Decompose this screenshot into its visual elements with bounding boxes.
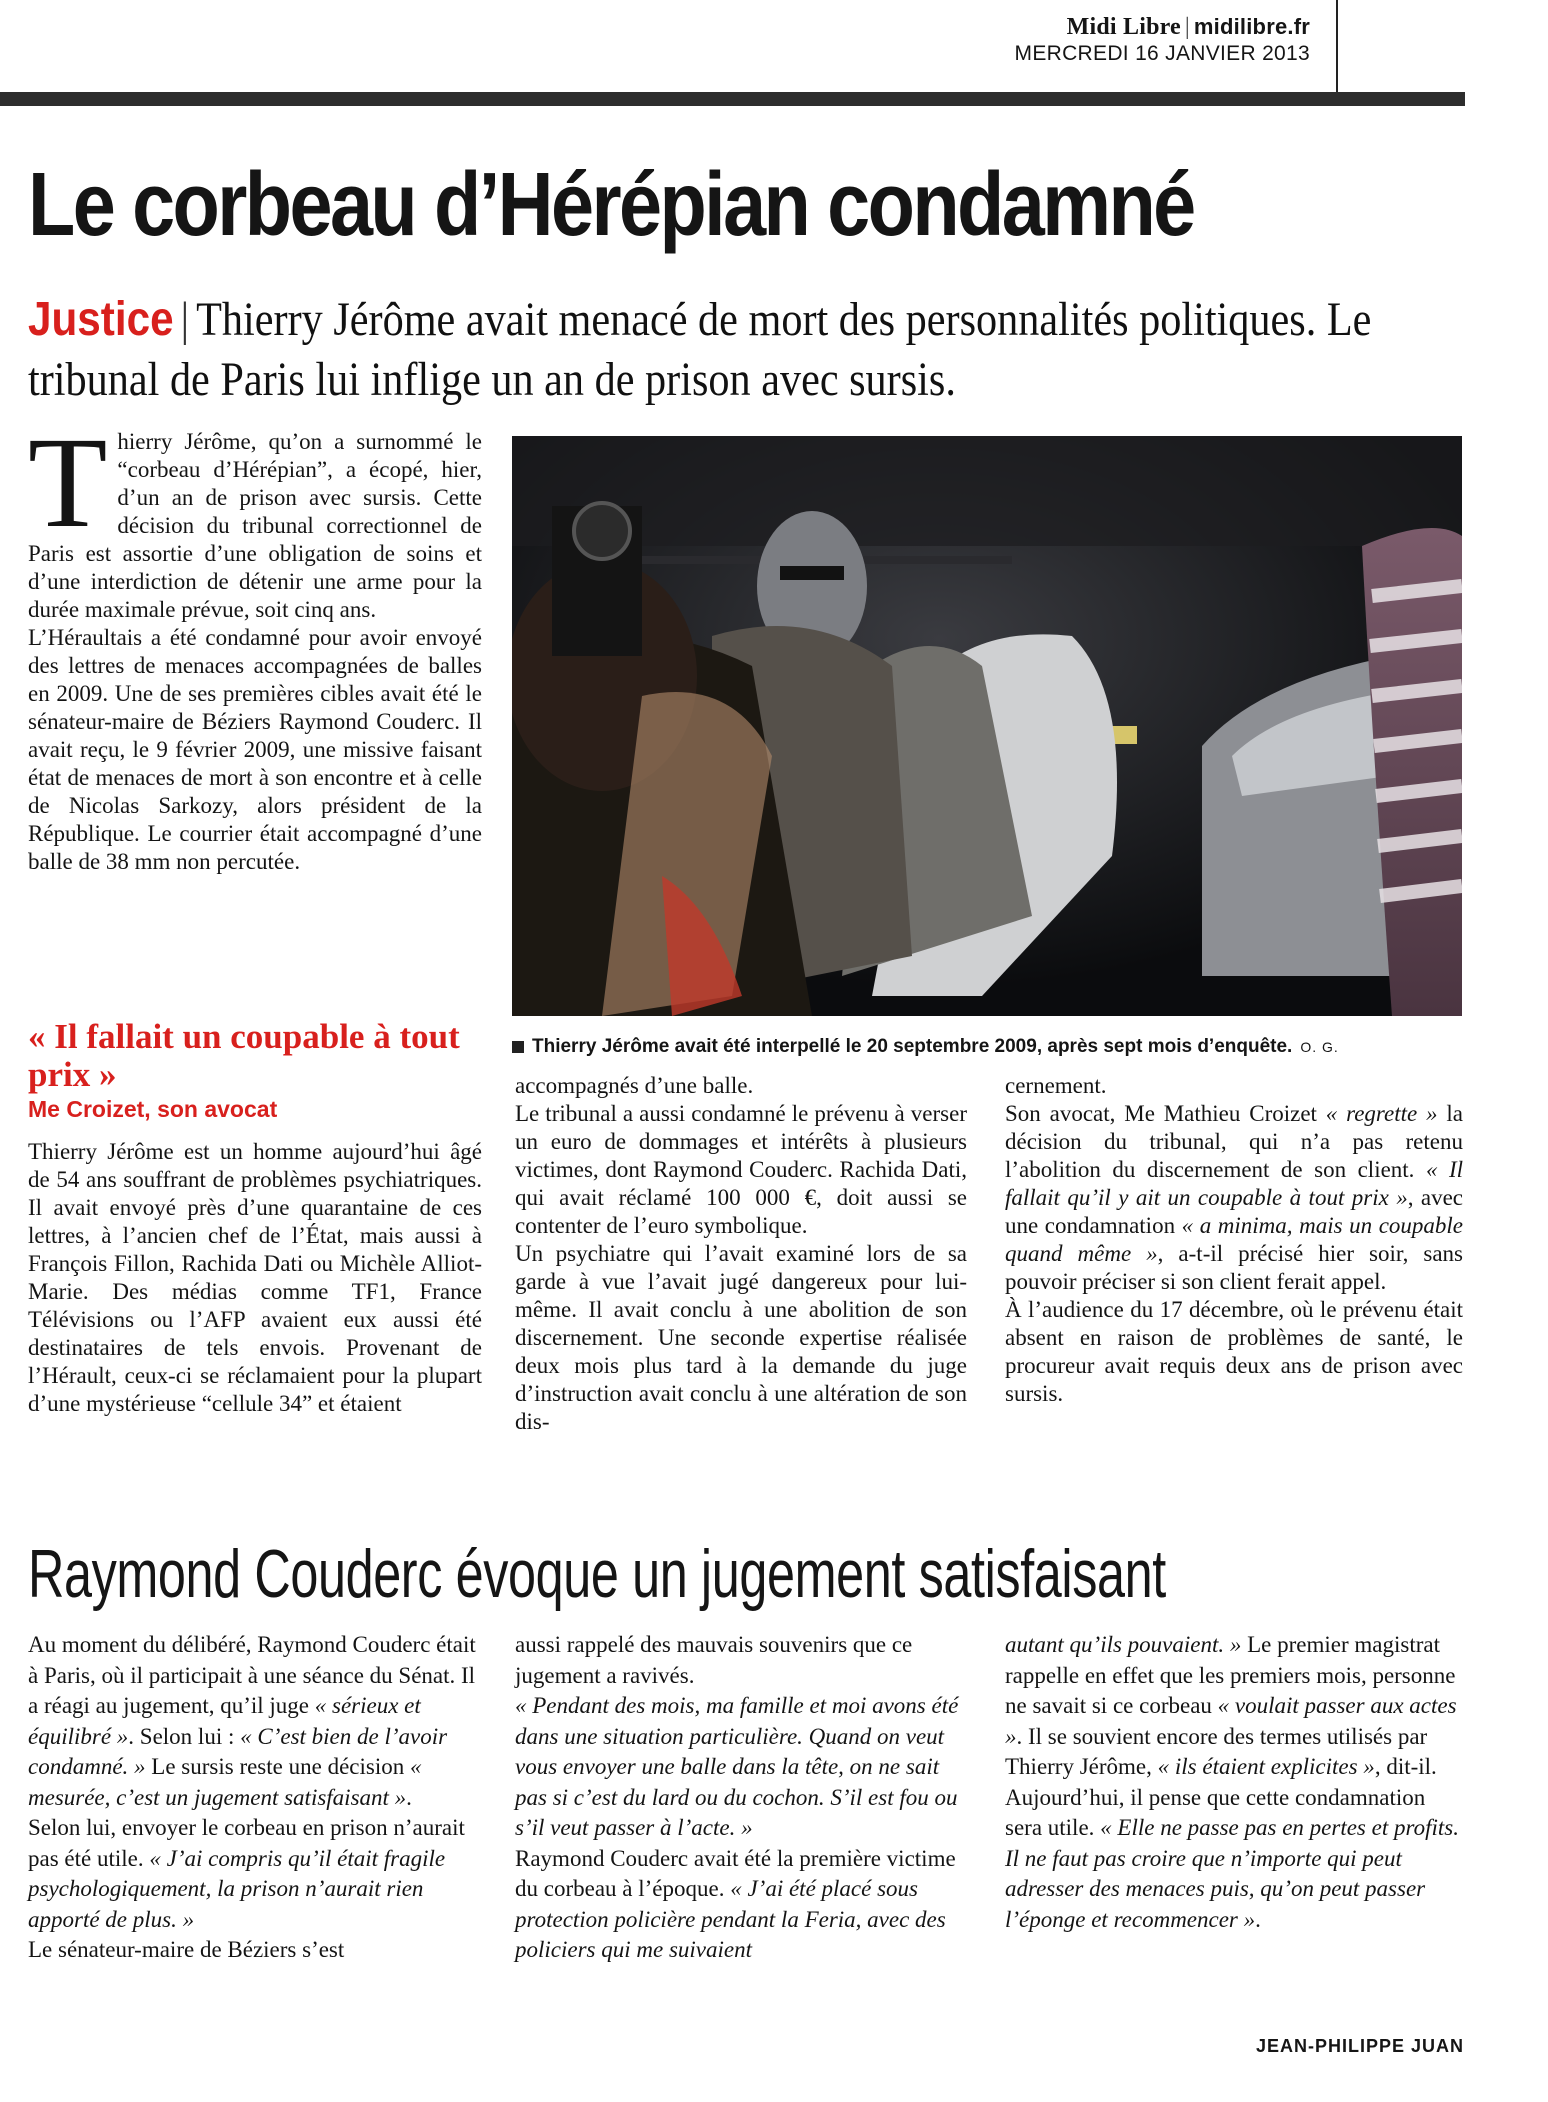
text-run: Le sursis reste une décision xyxy=(151,1754,405,1779)
article-column-1-top xyxy=(28,411,482,876)
paper-name: Midi Libre xyxy=(1066,14,1181,40)
caption-text: Thierry Jérôme avait été interpellé le 20 septembre 2009, après sept mois d’enquête. xyxy=(532,1036,1293,1057)
paper-site: midilibre.fr xyxy=(1193,14,1310,39)
quote: « ils étaient explicites » xyxy=(1157,1754,1375,1779)
sidebar-column-1 xyxy=(28,1630,488,1966)
text-run: Selon lui, envoyer le corbeau en prison n’aurait pas été utile. xyxy=(28,1815,465,1871)
paragraph-text: hierry Jérôme, qu’on a surnommé le “corbeau d’Hérépian”, a écopé, hier, d’un an de prison avec sursis. Cette décision du tribunal correctionnel de Paris est assortie d’une obligation de soins et d’une interdiction de détenir une arme pour la durée maximale prévue, soit cinq ans. xyxy=(28,429,482,622)
text-run: la décision du tribunal, qui n’a pas retenu l’abolition du discernement de son client. xyxy=(1005,1101,1463,1182)
masthead-separator: | xyxy=(1184,14,1190,40)
photo-caption xyxy=(512,1036,1462,1058)
text-run: . xyxy=(1255,1906,1261,1932)
quote: « regrette » xyxy=(1325,1101,1438,1126)
pull-quote xyxy=(28,1018,498,1123)
paragraph: Le tribunal a aussi condamné le prévenu à verser un euro de dommages et intérêts à plusieurs victimes, dont Raymond Couderc. Rachida Dati, qui avait réclamé 100 000 €, doit aussi se contenter de l’euro symbolique. xyxy=(515,1101,967,1238)
article-column-2 xyxy=(515,1072,967,1436)
paragraph: À l’audience du 17 décembre, où le prévenu était absent en raison de problèmes de santé, le procureur avait requis deux ans de prison avec sursis. xyxy=(1005,1297,1463,1406)
paragraph xyxy=(515,1844,975,1966)
paragraph: Un psychiatre qui l’avait examiné lors de sa garde à vue l’avait jugé dangereux pour lui-même. Il avait conclu à une abolition de son discernement. Une seconde expertise réalisée deux mois plus tard à la demande du juge d’instruction avait conclu à une altération de son dis- xyxy=(515,1241,967,1434)
sidebar-column-2 xyxy=(515,1630,975,1966)
author-signature: JEAN-PHILIPPE JUAN xyxy=(1255,2036,1464,2056)
photo-credit: O. G. xyxy=(1300,1039,1339,1055)
deck xyxy=(28,290,1401,410)
paragraph xyxy=(515,1691,975,1844)
quote: « J’ai compris qu’il était fragile psychologiquement, la prison n’aurait rien apporté de plus. » xyxy=(28,1845,446,1932)
paragraph xyxy=(1005,1783,1465,1936)
text-run: Aujourd’hui, il pense que cette condamnation sera utile. xyxy=(1005,1784,1426,1840)
paragraph: accompagnés d’une balle. xyxy=(515,1073,754,1098)
paragraph xyxy=(1005,1100,1463,1296)
issue-date: MERCREDI 16 JANVIER 2013 xyxy=(1014,41,1310,65)
text-run: , a-t-il précisé hier soir, sans pouvoir préciser si son client ferait appel. xyxy=(1005,1241,1463,1294)
text-run: Au moment du délibéré, Raymond Couderc était à Paris, où il participait à une séance du Sénat. Il a réagi au jugement, qu’il juge xyxy=(28,1632,476,1718)
quote: « Pendant des mois, ma famille et moi avons été dans une situation particulière. Quand on veut vous envoyer une balle dans la tête, on ne sait pas si c’est du lard ou du cochon. S’il est fou ou s’il veut passer à l’acte. » xyxy=(515,1693,959,1840)
article-column-1-bottom xyxy=(28,1138,482,1418)
text-run: . xyxy=(406,1784,412,1810)
text-run: Le premier magistrat rappelle en effet que les premiers mois, personne ne savait si ce corbeau xyxy=(1005,1632,1456,1718)
paragraph xyxy=(28,411,482,624)
quote: « sérieux et équilibré » xyxy=(28,1693,421,1749)
quote: « C’est bien de l’avoir condamné. » xyxy=(28,1723,448,1779)
quote: « J’ai été placé sous protection policière pendant la Feria, avec des policiers qui me suivaient xyxy=(515,1876,946,1962)
dropcap: T xyxy=(28,411,108,555)
text-run: Son avocat, Me Mathieu Croizet xyxy=(1005,1101,1317,1126)
paragraph xyxy=(1005,1630,1465,1783)
paragraph: Thierry Jérôme est un homme aujourd’hui âgé de 54 ans souffrant de problèmes psychiatriques. Il avait envoyé près d’une quarantaine de ces lettres, à l’ancien chef de l’État, mais aussi à François Fillon, Rachida Dati ou Michèle Alliot-Marie. Des médias comme TF1, France Télévisions ou l’AFP avaient eux aussi été destinataires de tels envois. Provenant de l’Hérault, ceux-ci se réclamaient pour la plupart d’une mystérieuse “cellule 34” et étaient xyxy=(28,1139,482,1416)
kicker-justice: Justice xyxy=(28,293,174,346)
quote: « a minima, mais un coupable quand même » xyxy=(1005,1213,1463,1266)
quote: « mesurée, c’est un jugement satisfaisant » xyxy=(28,1754,422,1810)
text-run: . Il se souvient encore des termes utilisés par Thierry Jérôme, xyxy=(1005,1723,1428,1779)
kicker-separator: | xyxy=(180,293,190,346)
caption-bullet-icon xyxy=(512,1041,524,1053)
deck-text: Thierry Jérôme avait menacé de mort des personnalités politiques. Le tribunal de Paris lui inflige un an de prison avec sursis. xyxy=(28,293,1372,406)
paragraph xyxy=(28,1630,488,1813)
sidebar-column-3 xyxy=(1005,1630,1465,1935)
paragraph: L’Héraultais a été condamné pour avoir envoyé des lettres de menaces accompagnées de balles en 2009. Une de ses premières cibles avait été le sénateur-maire de Béziers Raymond Couderc. Il avait reçu, le 9 février 2009, une missive faisant état de menaces de mort à son encontre et à celle de Nicolas Sarkozy, alors président de la République. Le courrier était accompagné d’une balle de 38 mm non percutée. xyxy=(28,625,482,874)
photo-illustration xyxy=(512,436,1462,1016)
pull-quote-text: « Il fallait un coupable à tout prix » xyxy=(28,1017,460,1094)
text-run: . Selon lui : xyxy=(128,1723,235,1749)
sidebar-headline: Raymond Couderc évoque un jugement satisfaisant xyxy=(28,1536,1166,1612)
masthead xyxy=(1015,14,1310,66)
text-run: , avec une condamnation xyxy=(1005,1185,1463,1238)
quote: « voulait passer aux actes » xyxy=(1005,1693,1457,1749)
paragraph: Le sénateur-maire de Béziers s’est xyxy=(28,1937,345,1962)
masthead-divider xyxy=(1336,0,1338,92)
quote: « Elle ne passe pas en pertes et profits. Il ne faut pas croire que n’importe qui peut adresser des menaces puis, qu’on peut passer l’éponge et recommencer » xyxy=(1005,1815,1459,1932)
article-photo xyxy=(512,436,1462,1016)
headline: Le corbeau d’Hérépian condamné xyxy=(28,155,1194,255)
quote: « Il fallait qu’il y ait un coupable à tout prix » xyxy=(1005,1157,1463,1210)
article-column-3 xyxy=(1005,1072,1463,1408)
top-rule xyxy=(0,92,1465,106)
paragraph xyxy=(28,1813,488,1935)
pull-quote-author: Me Croizet, son avocat xyxy=(28,1096,278,1122)
paragraph: aussi rappelé des mauvais souvenirs que ce jugement a ravivés. xyxy=(515,1632,913,1688)
paragraph: cernement. xyxy=(1005,1073,1107,1098)
masthead-top xyxy=(1015,14,1310,42)
text-run: Raymond Couderc avait été la première victime du corbeau à l’époque. xyxy=(515,1845,956,1901)
text-run: , dit-il. xyxy=(1374,1754,1437,1779)
quote: autant qu’ils pouvaient. » xyxy=(1005,1632,1242,1657)
